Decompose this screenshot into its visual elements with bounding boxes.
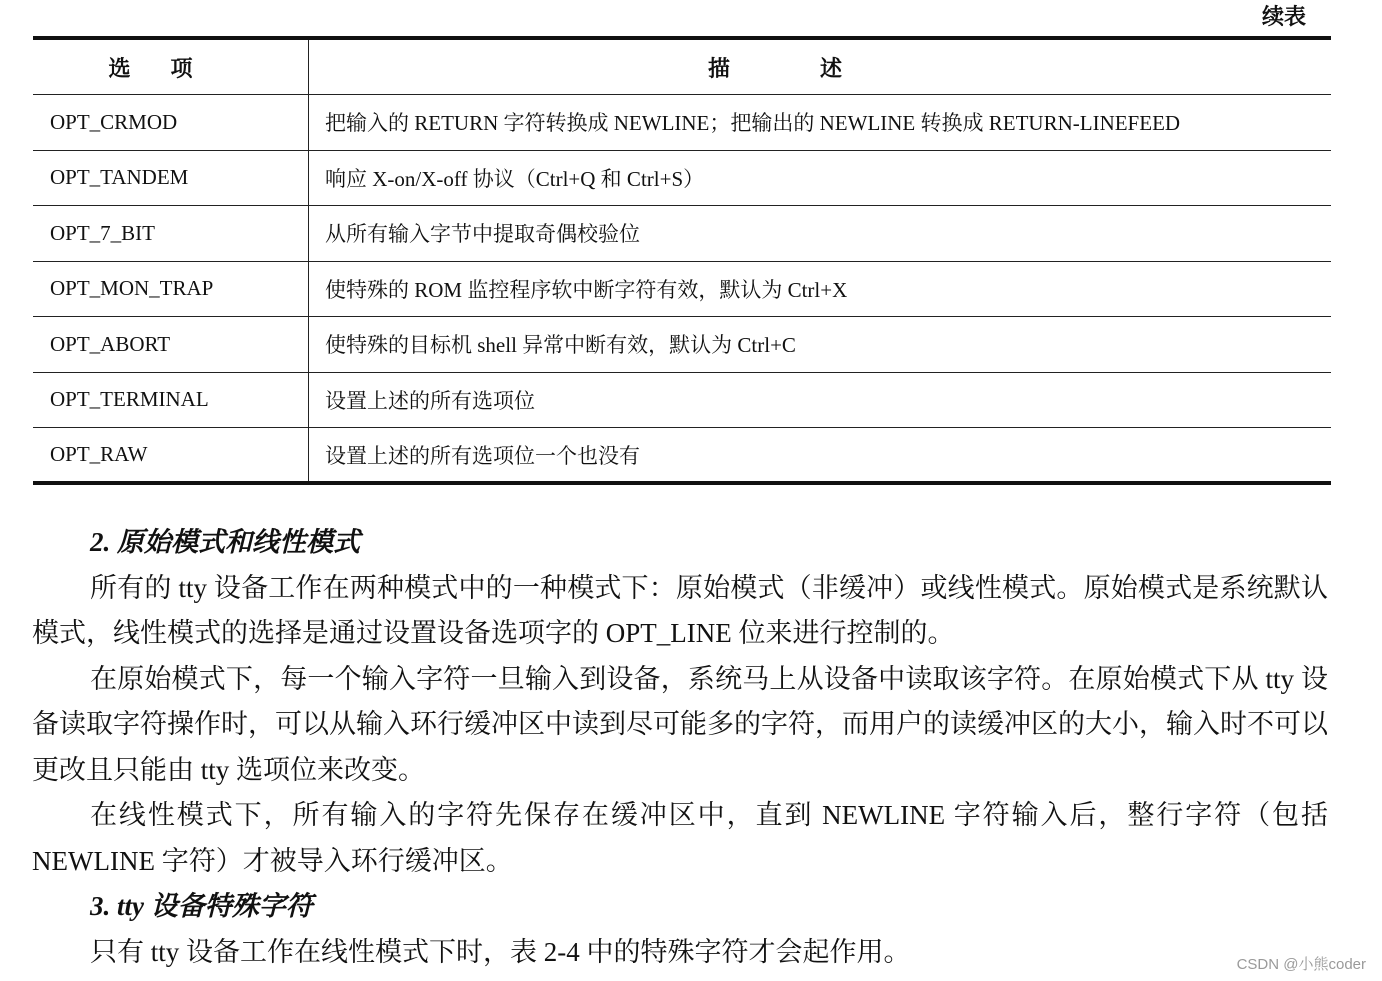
table-row (33, 206, 1331, 262)
paragraph: 在线性模式下，所有输入的字符先保存在缓冲区中，直到 NEWLINE 字符输入后，整行字符（包括 NEWLINE 字符）才被导入环行缓冲区。 (32, 800, 1328, 876)
section-heading-special-chars: 3. tty 设备特殊字符 (90, 891, 313, 921)
body-text (32, 520, 1328, 975)
table-row (33, 261, 1331, 317)
options-table (33, 36, 1331, 485)
option-description: 响应 X-on/X-off 协议（Ctrl+Q 和 Ctrl+S） (309, 150, 1332, 206)
option-description: 使特殊的 ROM 监控程序软中断字符有效，默认为 Ctrl+X (309, 261, 1332, 317)
option-name: OPT_TANDEM (33, 150, 309, 206)
header-option: 选项 (33, 38, 309, 95)
header-description: 描述 (309, 38, 1332, 95)
option-name: OPT_TERMINAL (33, 372, 309, 428)
option-description: 设置上述的所有选项位一个也没有 (325, 443, 640, 468)
option-name: OPT_MON_TRAP (33, 261, 309, 317)
paragraph: 只有 tty 设备工作在线性模式下时，表 2-4 中的特殊字符才会起作用。 (90, 936, 911, 967)
table-header-row (33, 38, 1331, 95)
option-description: 从所有输入字节中提取奇偶校验位 (309, 206, 1332, 262)
table-row (33, 95, 1331, 151)
paragraph: 在原始模式下，每一个输入字符一旦输入到设备，系统马上从设备中读取该字符。在原始模式下从 tty 设备读取字符操作时，可以从输入环行缓冲区中读到尽可能多的字符，而用户的读缓冲区的大小，输入时不可以更改且只能由 tty 选项位来改变。 (32, 663, 1328, 785)
table-row (33, 150, 1331, 206)
csdn-watermark: CSDN @小熊coder (1236, 956, 1366, 973)
option-name: OPT_RAW (33, 428, 309, 484)
table-row (33, 372, 1331, 428)
section-heading-raw-line-mode: 2. 原始模式和线性模式 (90, 527, 360, 557)
option-name: OPT_ABORT (33, 317, 309, 373)
option-name: OPT_CRMOD (33, 95, 309, 151)
option-description: 设置上述的所有选项位 (309, 372, 1332, 428)
table-row (33, 428, 1331, 484)
option-description: 把输入的 RETURN 字符转换成 NEWLINE；把输出的 NEWLINE 转换成 RETURN-LINEFEED (309, 95, 1332, 151)
table-row (33, 317, 1331, 373)
paragraph: 所有的 tty 设备工作在两种模式中的一种模式下：原始模式（非缓冲）或线性模式。原始模式是系统默认模式，线性模式的选择是通过设置设备选项字的 OPT_LINE 位来进行控制的。 (32, 572, 1328, 648)
continued-table-label: 续表 (1262, 4, 1307, 30)
option-name: OPT_7_BIT (33, 206, 309, 262)
option-description: 使特殊的目标机 shell 异常中断有效，默认为 Ctrl+C (309, 317, 1332, 373)
